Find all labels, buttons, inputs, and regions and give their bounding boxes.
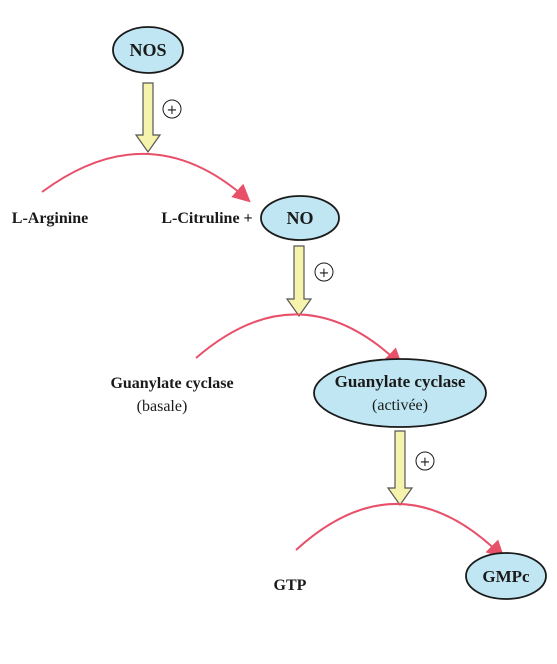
activation-plus-sign-3: + [419, 455, 431, 470]
nos-label: NOS [129, 40, 167, 60]
gc-basal-label-line2: (basale) [136, 398, 188, 415]
reaction-arc-3 [296, 504, 502, 556]
l-citruline-label: L-Citruline + [161, 210, 253, 227]
gc-active-node [314, 359, 486, 427]
activation-arrow-1 [136, 83, 160, 152]
activation-arrow-3 [388, 431, 412, 505]
gc-active-label-line1: Guanylate cyclase [334, 372, 466, 391]
l-arginine-label: L-Arginine [11, 210, 89, 227]
gtp-label: GTP [273, 577, 307, 594]
reaction-arc-1 [42, 154, 248, 200]
no-label: NO [286, 208, 314, 228]
activation-plus-sign-2: + [318, 266, 330, 281]
activation-plus-sign-1: + [166, 103, 178, 118]
activation-arrow-2 [287, 246, 311, 316]
gmpc-label: GMPc [482, 567, 530, 586]
gc-active-label-line2: (activée) [372, 397, 428, 414]
reaction-arc-2 [196, 314, 400, 364]
gc-basal-label-line1: Guanylate cyclase [110, 375, 234, 392]
